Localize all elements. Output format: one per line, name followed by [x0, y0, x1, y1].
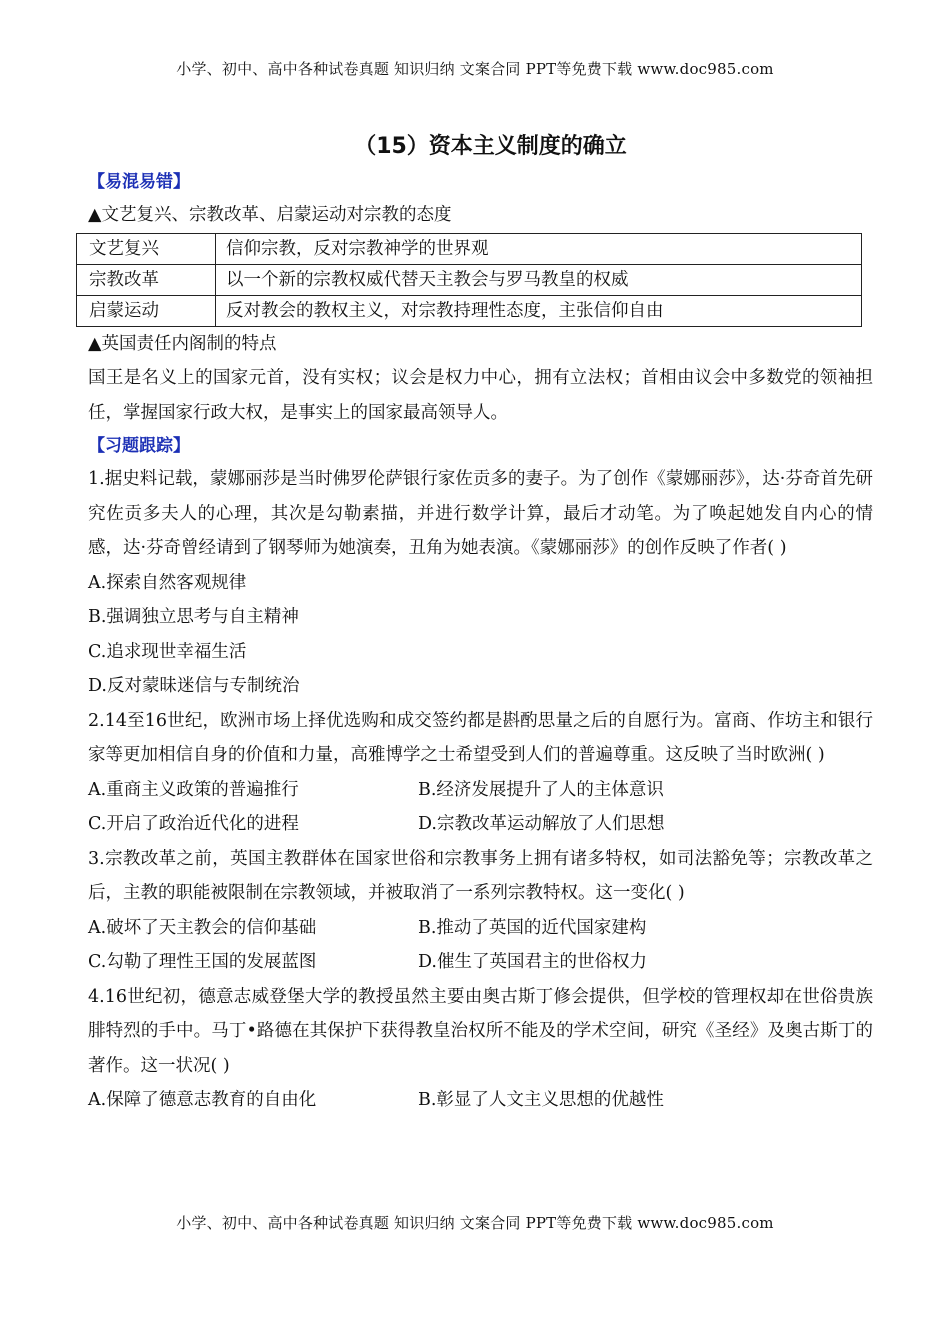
question-3-option-d: D.催生了英国君主的世俗权力 — [418, 952, 647, 972]
table-row — [77, 264, 862, 295]
question-4-option-b: B.彰显了人文主义思想的优越性 — [418, 1090, 664, 1110]
table-cell-desc: 以一个新的宗教权威代替天主教会与罗马教皇的权威 — [216, 264, 862, 295]
religion-attitude-heading: ▲文艺复兴、宗教改革、启蒙运动对宗教的态度 — [88, 205, 452, 225]
question-2-option-a: A.重商主义政策的普遍推行 — [88, 779, 299, 800]
question-4-option-a: A.保障了德意志教育的自由化 — [88, 1090, 317, 1110]
question-2-option-d: D.宗教改革运动解放了人们思想 — [418, 814, 665, 834]
question-1-option-a: A.探索自然客观规律 — [88, 572, 247, 593]
question-3-option-a: A.破坏了天主教会的信仰基础 — [88, 917, 317, 938]
question-3-option-c: C.勾勒了理性王国的发展蓝图 — [88, 952, 317, 972]
cabinet-heading: ▲英国责任内阁制的特点 — [88, 333, 277, 354]
cabinet-text: 国王是名义上的国家元首，没有实权；议会是权力中心，拥有立法权；首相由议会中多数党的领袖担任，掌握国家行政大权，是事实上的国家最高领导人。 — [88, 368, 873, 423]
question-3-stem: 3.宗教改革之前，英国主教群体在国家世俗和宗教事务上拥有诸多特权，如司法豁免等；宗教改革之后，主教的职能被限制在宗教领域，并被取消了一系列宗教特权。这一变化( ) — [88, 848, 873, 903]
question-2-stem: 2.14至16世纪，欧洲市场上择优选购和成交签约都是斟酌思量之后的自愿行为。富商、作坊主和银行家等更加相信自身的价值和力量，高雅博学之士希望受到人们的普遍尊重。这反映了当时欧洲( ) — [88, 710, 873, 765]
section-heading-confusion: 【易混易错】 — [88, 172, 190, 192]
table-row — [77, 295, 862, 326]
religion-attitude-table — [76, 233, 862, 327]
table-cell-term: 文艺复兴 — [77, 233, 216, 264]
question-3-options-row-2 — [88, 945, 873, 980]
table-cell-desc: 信仰宗教，反对宗教神学的世界观 — [216, 233, 862, 264]
question-4-stem: 4.16世纪初，德意志威登堡大学的教授虽然主要由奥古斯丁修会提供，但学校的管理权却在世俗贵族腓特烈的手中。马丁•路德在其保护下获得教皇治权所不能及的学术空间，研究《圣经》及奥古斯丁的著作。这一状况( ) — [88, 986, 873, 1076]
page-header: 小学、初中、高中各种试卷真题 知识归纳 文案合同 PPT等免费下载 www.doc985.com — [176, 60, 774, 78]
question-4-options-row-1 — [88, 1083, 873, 1118]
question-1-option-c: C.追求现世幸福生活 — [88, 641, 247, 662]
question-2-options-row-1 — [88, 773, 873, 808]
question-2-option-b: B.经济发展提升了人的主体意识 — [418, 779, 664, 800]
table-cell-term: 启蒙运动 — [77, 295, 216, 326]
question-3-options-row-1 — [88, 911, 873, 946]
table-cell-desc: 反对教会的教权主义，对宗教持理性态度，主张信仰自由 — [216, 295, 862, 326]
table-cell-term: 宗教改革 — [77, 264, 216, 295]
question-1-stem: 1.据史料记载，蒙娜丽莎是当时佛罗伦萨银行家佐贡多的妻子。为了创作《蒙娜丽莎》，达·芬奇首先研究佐贡多夫人的心理，其次是勾勒素描，并进行数学计算，最后才动笔。为了唤起她发自内心的情感，达·芬奇曾经请到了钢琴师为她演奏，丑角为她表演。《蒙娜丽莎》的创作反映了作者( ) — [88, 469, 873, 558]
question-1-option-b: B.强调独立思考与自主精神 — [88, 607, 299, 627]
section-heading-practice: 【习题跟踪】 — [88, 436, 190, 456]
table-row — [77, 233, 862, 264]
question-2-options-row-2 — [88, 807, 873, 842]
question-3-option-b: B.推动了英国的近代国家建构 — [418, 917, 647, 938]
page-title: （15）资本主义制度的确立 — [354, 134, 627, 159]
page-footer: 小学、初中、高中各种试卷真题 知识归纳 文案合同 PPT等免费下载 www.doc985.com — [176, 1214, 774, 1232]
question-2-option-c: C.开启了政治近代化的进程 — [88, 814, 299, 834]
page-content — [88, 128, 873, 1118]
question-1-option-d: D.反对蒙昧迷信与专制统治 — [88, 676, 300, 696]
